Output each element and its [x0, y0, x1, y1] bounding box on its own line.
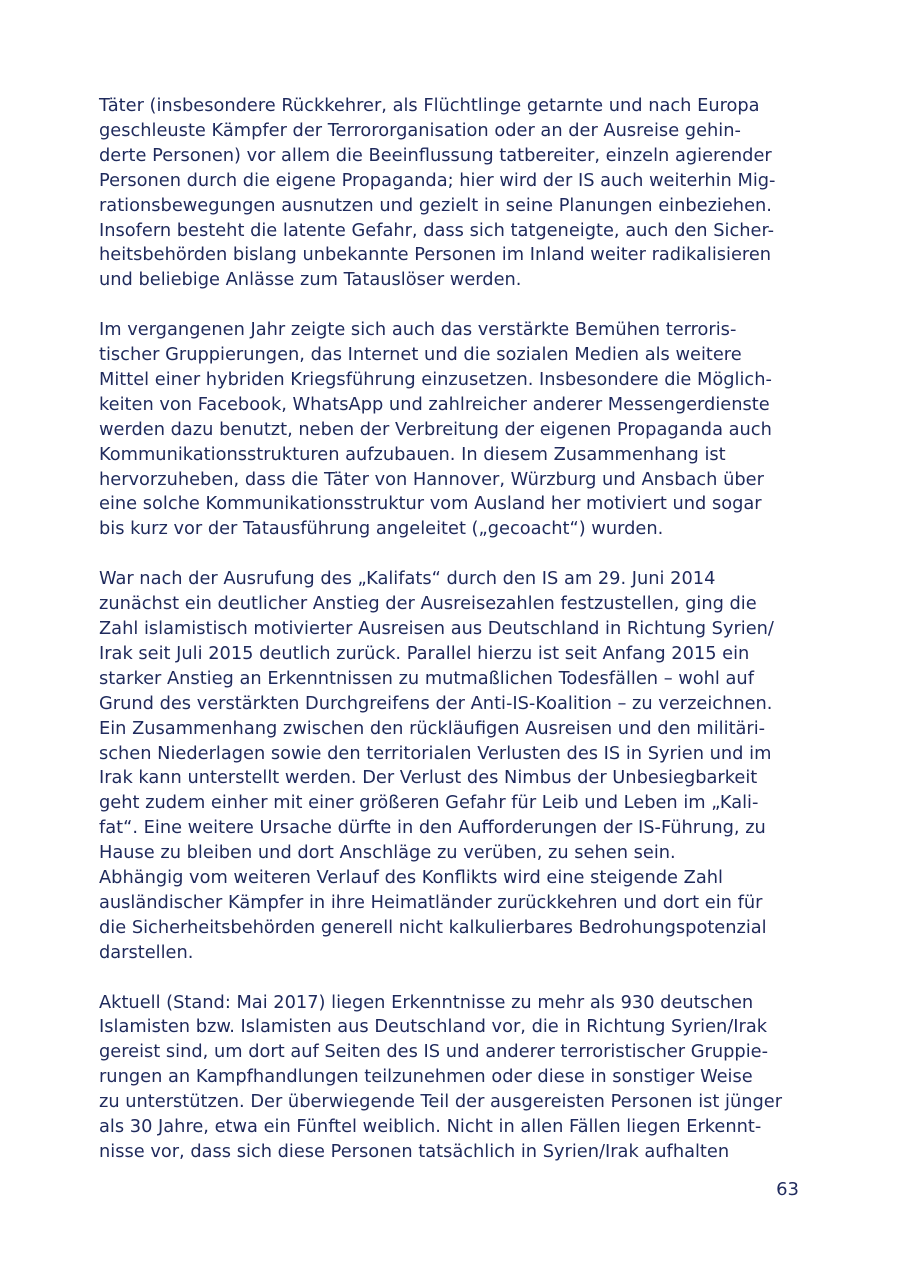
text-line: Irak seit Juli 2015 deutlich zurück. Parallel hierzu ist seit Anfang 2015 ein — [99, 642, 750, 664]
text-line: und beliebige Anlässe zum Tatauslöser werden. — [99, 269, 522, 291]
paragraph-4 — [99, 991, 815, 1165]
text-line: Im vergangenen Jahr zeigte sich auch das verstärkte Bemühen terroris- — [99, 319, 737, 341]
text-line: rungen an Kampfhandlungen teilzunehmen oder diese in sonstiger Weise — [99, 1066, 753, 1088]
text-line: Personen durch die eigene Propaganda; hier wird der IS auch weiterhin Mig- — [99, 169, 776, 191]
text-line: Abhängig vom weiteren Verlauf des Konflikts wird eine steigende Zahl — [99, 867, 723, 889]
text-line: Zahl islamistisch motivierter Ausreisen aus Deutschland in Richtung Syrien/ — [99, 618, 774, 639]
text-line: Aktuell (Stand: Mai 2017) liegen Erkenntnisse zu mehr als 930 deutschen — [99, 991, 754, 1013]
text-line: bis kurz vor der Tatausführung angeleitet („gecoacht“) wurden. — [99, 518, 664, 540]
page-number: 63 — [776, 1179, 799, 1200]
text-line: Islamisten bzw. Islamisten aus Deutschland vor, die in Richtung Syrien/Irak — [99, 1016, 768, 1038]
text-line: geschleuste Kämpfer der Terrororganisation oder an der Ausreise gehin- — [99, 119, 741, 141]
text-line: heitsbehörden bislang unbekannte Personen im Inland weiter radikalisieren — [99, 244, 772, 266]
text-line: zunächst ein deutlicher Anstieg der Ausreisezahlen festzustellen, ging die — [99, 593, 757, 615]
text-line: Täter (insbesondere Rückkehrer, als Flüchtlinge getarnte und nach Europa — [99, 95, 760, 116]
text-line: darstellen. — [99, 941, 194, 963]
paragraph-1 — [99, 94, 815, 293]
text-line: Kommunikationsstrukturen aufzubauen. In diesem Zusammenhang ist — [99, 443, 726, 465]
text-line: rationsbewegungen ausnutzen und gezielt in seine Planungen einbeziehen. — [99, 194, 772, 216]
text-line: als 30 Jahre, etwa ein Fünftel weiblich. Nicht in allen Fällen liegen Erkennt- — [99, 1116, 762, 1138]
text-line: War nach der Ausrufung des „Kalifats“ durch den IS am 29. Juni 2014 — [99, 568, 716, 590]
text-line: fat“. Eine weitere Ursache dürfte in den Aufforderungen der IS-Führung, zu — [99, 817, 766, 839]
text-line: Insofern besteht die latente Gefahr, dass sich tatgeneigte, auch den Sicher- — [99, 219, 775, 241]
text-line: derte Personen) vor allem die Beeinflussung tatbereiter, einzeln agierender — [99, 144, 772, 166]
text-line: Mittel einer hybriden Kriegsführung einzusetzen. Insbesondere die Möglich- — [99, 368, 772, 390]
text-line: hervorzuheben, dass die Täter von Hannover, Würzburg und Ansbach über — [99, 468, 764, 490]
paragraph-3 — [99, 567, 815, 966]
text-line: tischer Gruppierungen, das Internet und die sozialen Medien als weitere — [99, 344, 742, 366]
text-line: Grund des verstärkten Durchgreifens der Anti-IS-Koalition – zu verzeichnen. — [99, 692, 773, 714]
paragraph-2 — [99, 318, 815, 542]
text-line: Ein Zusammenhang zwischen den rückläufigen Ausreisen und den militäri- — [99, 717, 766, 739]
text-line: starker Anstieg an Erkenntnissen zu mutmaßlichen Todesfällen – wohl auf — [99, 667, 754, 689]
page-body — [99, 94, 815, 1190]
text-line: ausländischer Kämpfer in ihre Heimatländer zurückkehren und dort ein für — [99, 891, 763, 913]
text-line: eine solche Kommunikationsstruktur vom Ausland her motiviert und sogar — [99, 493, 762, 515]
text-line: zu unterstützen. Der überwiegende Teil der ausgereisten Personen ist jünger — [99, 1091, 783, 1113]
text-line: gereist sind, um dort auf Seiten des IS und anderer terroristischer Gruppie- — [99, 1041, 768, 1063]
text-line: keiten von Facebook, WhatsApp und zahlreicher anderer Messengerdienste — [99, 393, 770, 415]
text-line: schen Niederlagen sowie den territorialen Verlusten des IS in Syrien und im — [99, 742, 772, 764]
text-line: Irak kann unterstellt werden. Der Verlust des Nimbus der Unbesiegbarkeit — [99, 767, 758, 789]
text-line: nisse vor, dass sich diese Personen tatsächlich in Syrien/Irak aufhalten — [99, 1141, 730, 1163]
text-line: die Sicherheitsbehörden generell nicht kalkulierbares Bedrohungspotenzial — [99, 916, 767, 938]
text-line: Hause zu bleiben und dort Anschläge zu verüben, zu sehen sein. — [99, 842, 676, 864]
text-line: geht zudem einher mit einer größeren Gefahr für Leib und Leben im „Kali- — [99, 792, 759, 814]
text-line: werden dazu benutzt, neben der Verbreitung der eigenen Propaganda auch — [99, 418, 772, 440]
